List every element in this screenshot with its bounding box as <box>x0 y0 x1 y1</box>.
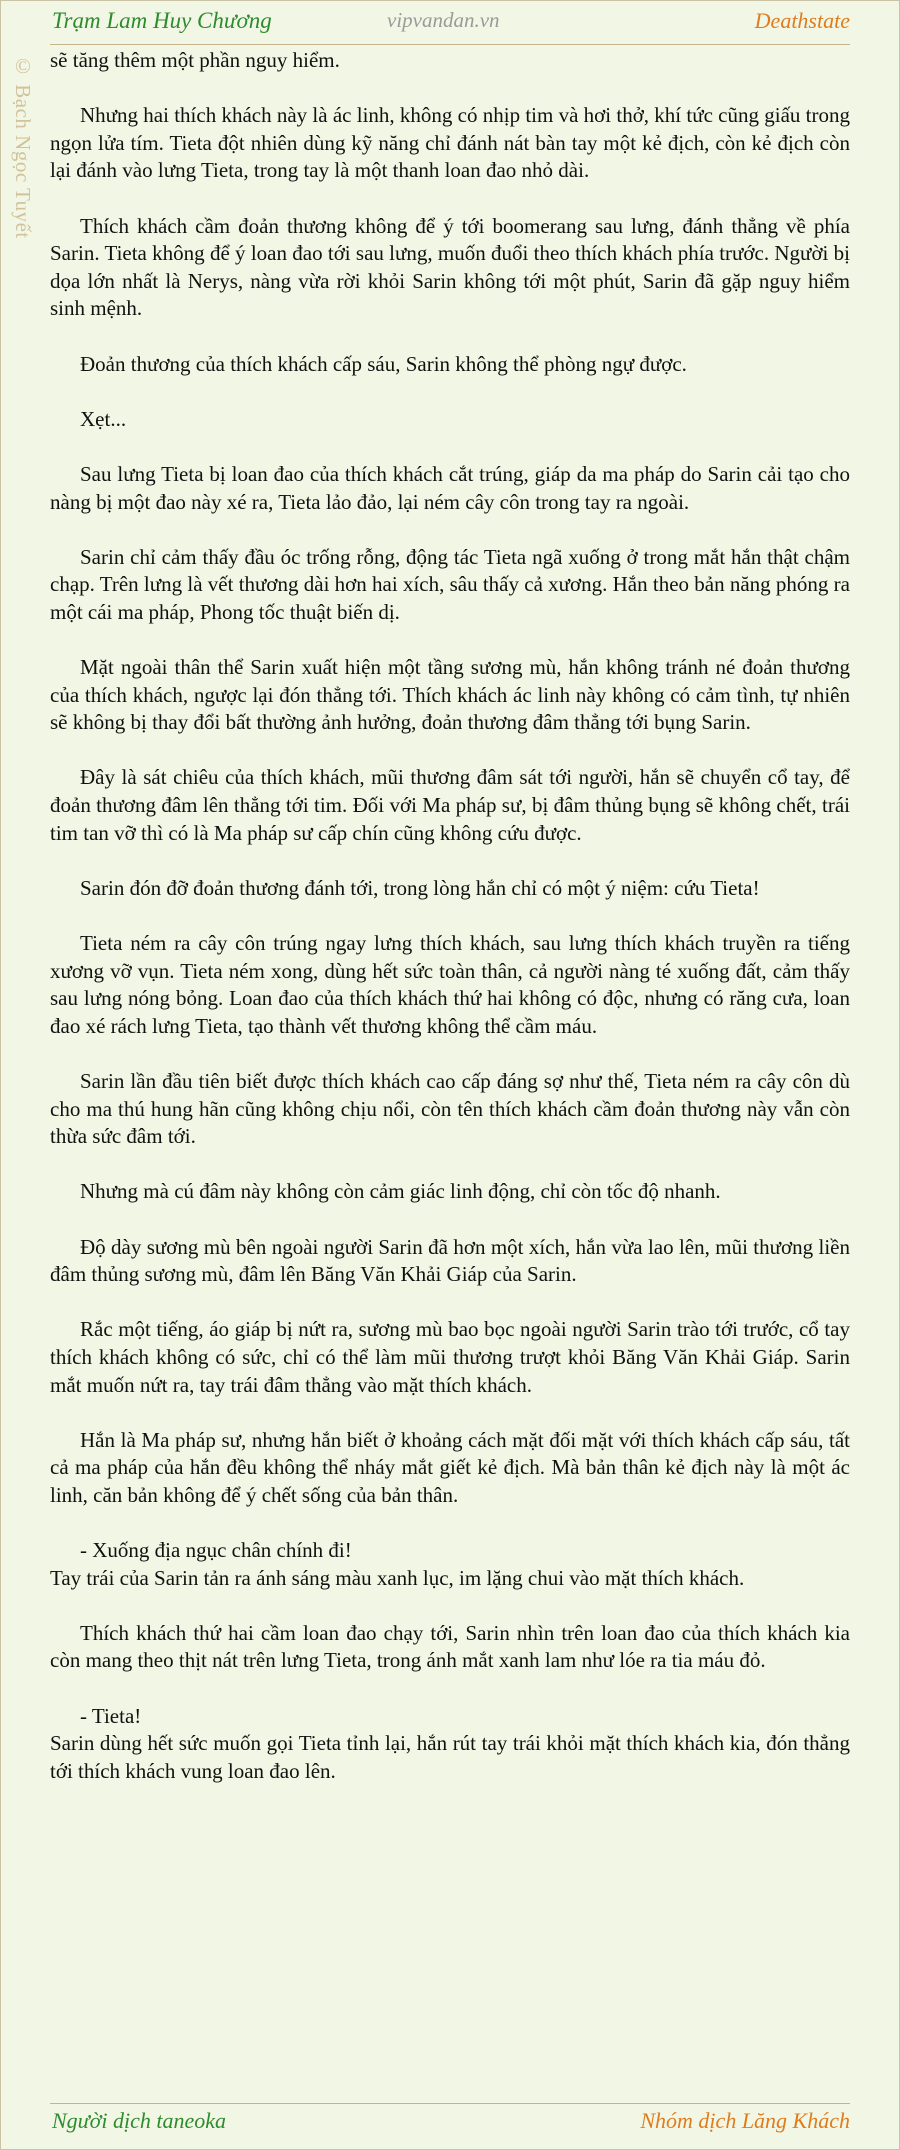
dialog-narration: Tay trái của Sarin tản ra ánh sáng màu xanh lục, im lặng chui vào mặt thích khách. <box>50 1565 745 1590</box>
copyright-watermark: © Bạch Ngọc Tuyết <box>11 54 35 239</box>
paragraph: Đoản thương của thích khách cấp sáu, Sarin không thể phòng ngự được. <box>80 351 687 376</box>
paragraph: Tieta ném ra cây côn trúng ngay lưng thích khách, sau lưng thích khách truyền ra tiếng xương vỡ vụn. Tieta ném xong, dùng hết sức toàn thân, cả người nàng té xuống đất, cảm thấy sau lưng nóng bỏng. Loan đao của thích khách thứ hai không có độc, nhưng có răng cưa, loan đao xé rách lưng Tieta, tạo thành vết thương không thể cầm máu. <box>50 931 850 1038</box>
paragraph: Độ dày sương mù bên ngoài người Sarin đã hơn một xích, hắn vừa lao lên, mũi thương liền đâm thủng sương mù, đâm lên Băng Văn Khải Giáp của Sarin. <box>50 1234 850 1287</box>
chapter-content <box>50 47 850 1813</box>
paragraph: Nhưng mà cú đâm này không còn cảm giác linh động, chỉ còn tốc độ nhanh. <box>80 1179 721 1204</box>
header-book-title: Deathstate <box>754 8 850 33</box>
dialog-block <box>50 1537 850 1592</box>
footer-translation-group: Nhóm dịch Lăng Khách <box>640 2108 850 2133</box>
paragraph: Nhưng hai thích khách này là ác linh, không có nhịp tim và hơi thở, khí tức cũng giấu trong ngọn lửa tím. Tieta đột nhiên dùng kỹ năng chỉ đánh nát bàn tay một kẻ địch, còn kẻ địch còn lại đánh vào lưng Tieta, trong tay là một thanh loan đao nhỏ dài. <box>50 103 850 183</box>
dialog-line: - Tieta! <box>80 1703 142 1728</box>
paragraph: Sarin chỉ cảm thấy đầu óc trống rỗng, động tác Tieta ngã xuống ở trong mắt hắn thật chậm chạp. Trên lưng là vết thương dài hơn hai xích, sâu thấy cả xương. Hắn theo bản năng phóng ra một cái ma pháp, Phong tốc thuật biến dị. <box>50 544 850 624</box>
paragraph: Sau lưng Tieta bị loan đao của thích khách cắt trúng, giáp da ma pháp do Sarin cải tạo cho nàng bị một đao này xé ra, Tieta lảo đảo, lại ném cây côn trong tay ra ngoài. <box>50 461 850 514</box>
dialog-line: - Xuống địa ngục chân chính đi! <box>80 1538 352 1563</box>
dialog-block <box>50 1703 850 1786</box>
footer-divider <box>50 2103 850 2104</box>
footer-translator: Người dịch taneoka <box>52 2108 227 2133</box>
header-divider <box>50 44 850 45</box>
paragraph: Rắc một tiếng, áo giáp bị nứt ra, sương mù bao bọc ngoài người Sarin trào tới trước, cổ tay thích khách không có sức, chỉ có thể làm mũi thương trượt khỏi Băng Văn Khải Giáp. Sarin mắt muốn nứt ra, tay trái đâm thẳng vào mặt thích khách. <box>50 1317 850 1397</box>
paragraph: Sarin đón đỡ đoản thương đánh tới, trong lòng hắn chỉ có một ý niệm: cứu Tieta! <box>80 875 760 900</box>
paragraph: Xẹt... <box>80 406 127 431</box>
paragraph: Mặt ngoài thân thể Sarin xuất hiện một tầng sương mù, hắn không tránh né đoản thương của thích khách, ngược lại đón thẳng tới. Thích khách ác linh này không có cảm tình, tự nhiên sẽ không bị thay đổi bất thường ảnh hưởng, đoản thương đâm thẳng tới bụng Sarin. <box>50 655 850 735</box>
paragraph: Sarin lần đầu tiên biết được thích khách cao cấp đáng sợ như thế, Tieta ném ra cây côn dù cho ma thú hung hãn cũng không chịu nổi, còn tên thích khách cầm đoản thương này vẫn còn thừa sức đâm tới. <box>50 1068 850 1149</box>
page-footer <box>52 2108 850 2142</box>
paragraph: Đây là sát chiêu của thích khách, mũi thương đâm sát tới người, hắn sẽ chuyển cổ tay, để đoản thương đâm lên thẳng tới tim. Đối với Ma pháp sư, bị đâm thủng bụng sẽ không chết, trái tim tan vỡ thì có là Ma pháp sư cấp chín cũng không cứu được. <box>50 765 850 845</box>
page-header <box>52 8 850 42</box>
header-site-title[interactable]: Trạm Lam Huy Chương <box>52 8 272 33</box>
paragraph: Thích khách cầm đoản thương không để ý tới boomerang sau lưng, đánh thẳng về phía Sarin. Tieta không để ý loan đao tới sau lưng, muốn đuổi theo thích khách phía trước. Người bị dọa lớn nhất là Nerys, nàng vừa rời khỏi Sarin không tới một phút, Sarin đã gặp nguy hiểm sinh mệnh. <box>50 213 850 321</box>
header-website[interactable]: vipvandan.vn <box>387 8 500 32</box>
paragraph: Thích khách thứ hai cầm loan đao chạy tới, Sarin nhìn trên loan đao của thích khách kia còn mang theo thịt nát trên lưng Tieta, trong ánh mắt xanh lam như lóe ra tia máu đỏ. <box>50 1620 850 1673</box>
paragraph: Hắn là Ma pháp sư, nhưng hắn biết ở khoảng cách mặt đối mặt với thích khách cấp sáu, tất cả ma pháp của hắn đều không thể nháy mắt giết kẻ địch. Mà bản thân kẻ địch này là một ác linh, căn bản không để ý chết sống của bản thân. <box>50 1427 850 1507</box>
dialog-narration: Sarin dùng hết sức muốn gọi Tieta tỉnh lại, hắn rút tay trái khỏi mặt thích khách kia, đón thẳng tới thích khách vung loan đao lên. <box>50 1731 850 1783</box>
paragraph: sẽ tăng thêm một phần nguy hiểm. <box>50 48 340 72</box>
